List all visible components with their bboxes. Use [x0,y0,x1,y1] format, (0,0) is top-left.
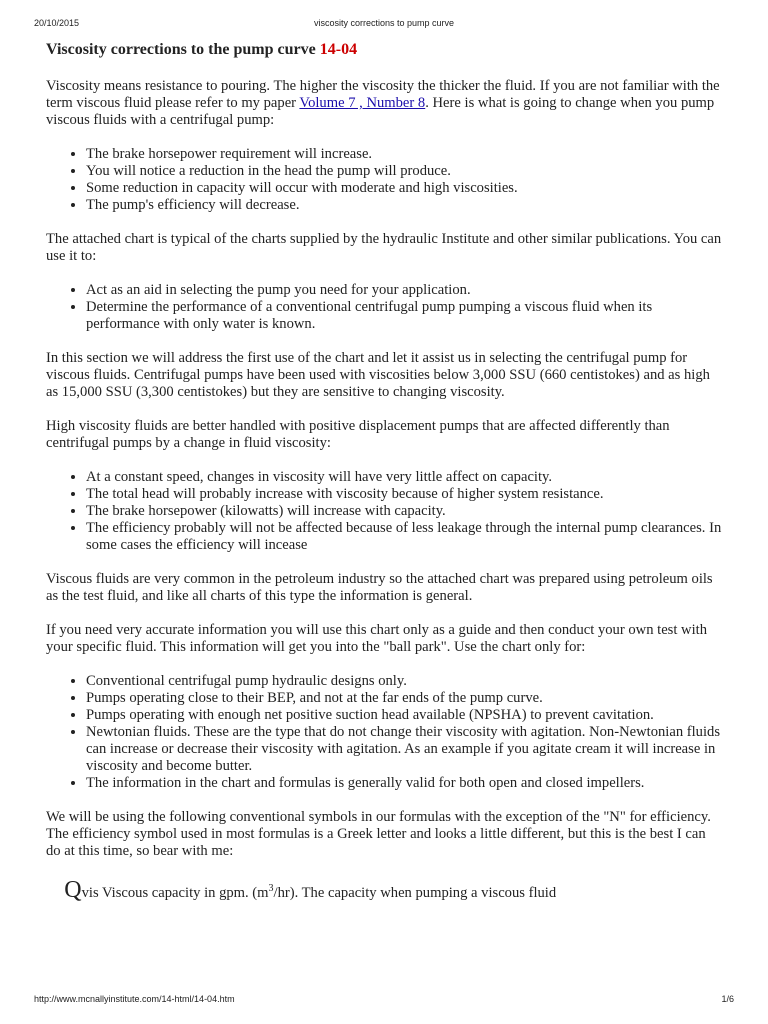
list-item: • The information in the chart and formulas is generally valid for both open and closed impellers. [86,775,722,792]
intro-paragraph [46,78,722,129]
intro-text-after: . Here is what is going to change when you pump viscous fluids with a centrifugal pump: [46,95,715,128]
list-item: • The brake horsepower (kilowatts) will increase with capacity. [86,503,722,520]
list-item: • You will notice a reduction in the head the pump will produce. [86,163,722,180]
print-page-number: 1/6 [721,994,734,1004]
petroleum-paragraph: Viscous fluids are very common in the petroleum industry so the attached chart was prepared using petroleum oils as the test fluid, and like all charts of this type the information is general. [46,571,713,604]
intro-text-before: Viscosity means resistance to pouring. The higher the viscosity the thicker the fluid. If you are not familiar with the term viscous fluid please refer to my paper [46,78,720,111]
changes-list [46,146,722,214]
list-item: • Pumps operating close to their BEP, and not at the far ends of the pump curve. [86,690,722,707]
accuracy-paragraph: If you need very accurate information you will use this chart only as a guide and then conduct your own test with your specific fluid. This information will get you into the "ball park". Use the chart only for: [46,622,707,655]
print-page-title: viscosity corrections to pump curve [313,18,455,28]
section-paragraph: In this section we will address the first use of the chart and let it assist us in selecting the centrifugal pump for viscous fluids. Centrifugal pumps have been used with viscosities below 3,000 SSU (660 centistokes) and as high as 15,000 SSU (3,300 centistokes) but they are sensitive to changing viscosity. [46,350,710,400]
symbols-paragraph: We will be using the following conventional symbols in our formulas with the exception of the "N" for efficiency. The efficiency symbol used in most formulas is a Greek letter and looks a little different, but this is the best I can do at this time, so bear with me: [46,809,711,859]
list-item: • The efficiency probably will not be affected because of less leakage through the internal pump clearances. In some cases the efficiency will incease [86,520,722,554]
list-item: • Determine the performance of a conventional centrifugal pump pumping a viscous fluid when its performance with only water is known. [86,299,722,333]
high-viscosity-paragraph: High viscosity fluids are better handled with positive displacement pumps that are affected differently than centrifugal pumps by a change in fluid viscosity: [46,418,670,451]
chart-only-list [46,673,722,792]
print-url: http://www.mcnallyinstitute.com/14-html/14-04.htm [34,994,235,1004]
print-header [34,18,734,30]
list-item: • The pump's efficiency will decrease. [86,197,722,214]
list-item: • Some reduction in capacity will occur with moderate and high viscosities. [86,180,722,197]
symbol-q-definition [46,877,722,906]
symbol-q-subscript: vis [81,885,99,901]
symbol-q-letter: Q [64,877,82,903]
list-item: • Pumps operating with enough net positive suction head available (NPSHA) to prevent cavitation. [86,707,722,724]
volume-link[interactable]: Volume 7 , Number 8 [299,95,426,111]
pd-pump-list [46,469,722,554]
list-item: • The total head will probably increase with viscosity because of higher system resistance. [86,486,722,503]
symbol-q-text-after: /hr). The capacity when pumping a viscous fluid [273,885,557,901]
article-code: 14-04 [319,41,358,58]
print-date: 20/10/2015 [34,18,80,28]
chart-paragraph: The attached chart is typical of the charts supplied by the hydraulic Institute and other similar publications. You can use it to: [46,231,722,264]
uses-list [46,282,722,333]
list-item: • Newtonian fluids. These are the type that do not change their viscosity with agitation. Non-Newtonian fluids can increase or decrease their viscosity with agitation. As an example if you agitate cream it will increase in viscosity and become butter. [86,724,722,775]
article-title-text: Viscosity corrections to the pump curve [46,41,316,58]
print-footer [34,994,734,1006]
list-item: • Conventional centrifugal pump hydraulic designs only. [86,673,722,690]
symbol-q-text-before: Viscous capacity in gpm. (m [98,885,269,901]
list-item: • Act as an aid in selecting the pump you need for your application. [86,282,722,299]
list-item: • The brake horsepower requirement will increase. [86,146,722,163]
list-item: • At a constant speed, changes in viscosity will have very little affect on capacity. [86,469,722,486]
symbol-q-superscript: 3 [268,883,274,895]
article-title [46,40,722,60]
article [46,40,722,906]
